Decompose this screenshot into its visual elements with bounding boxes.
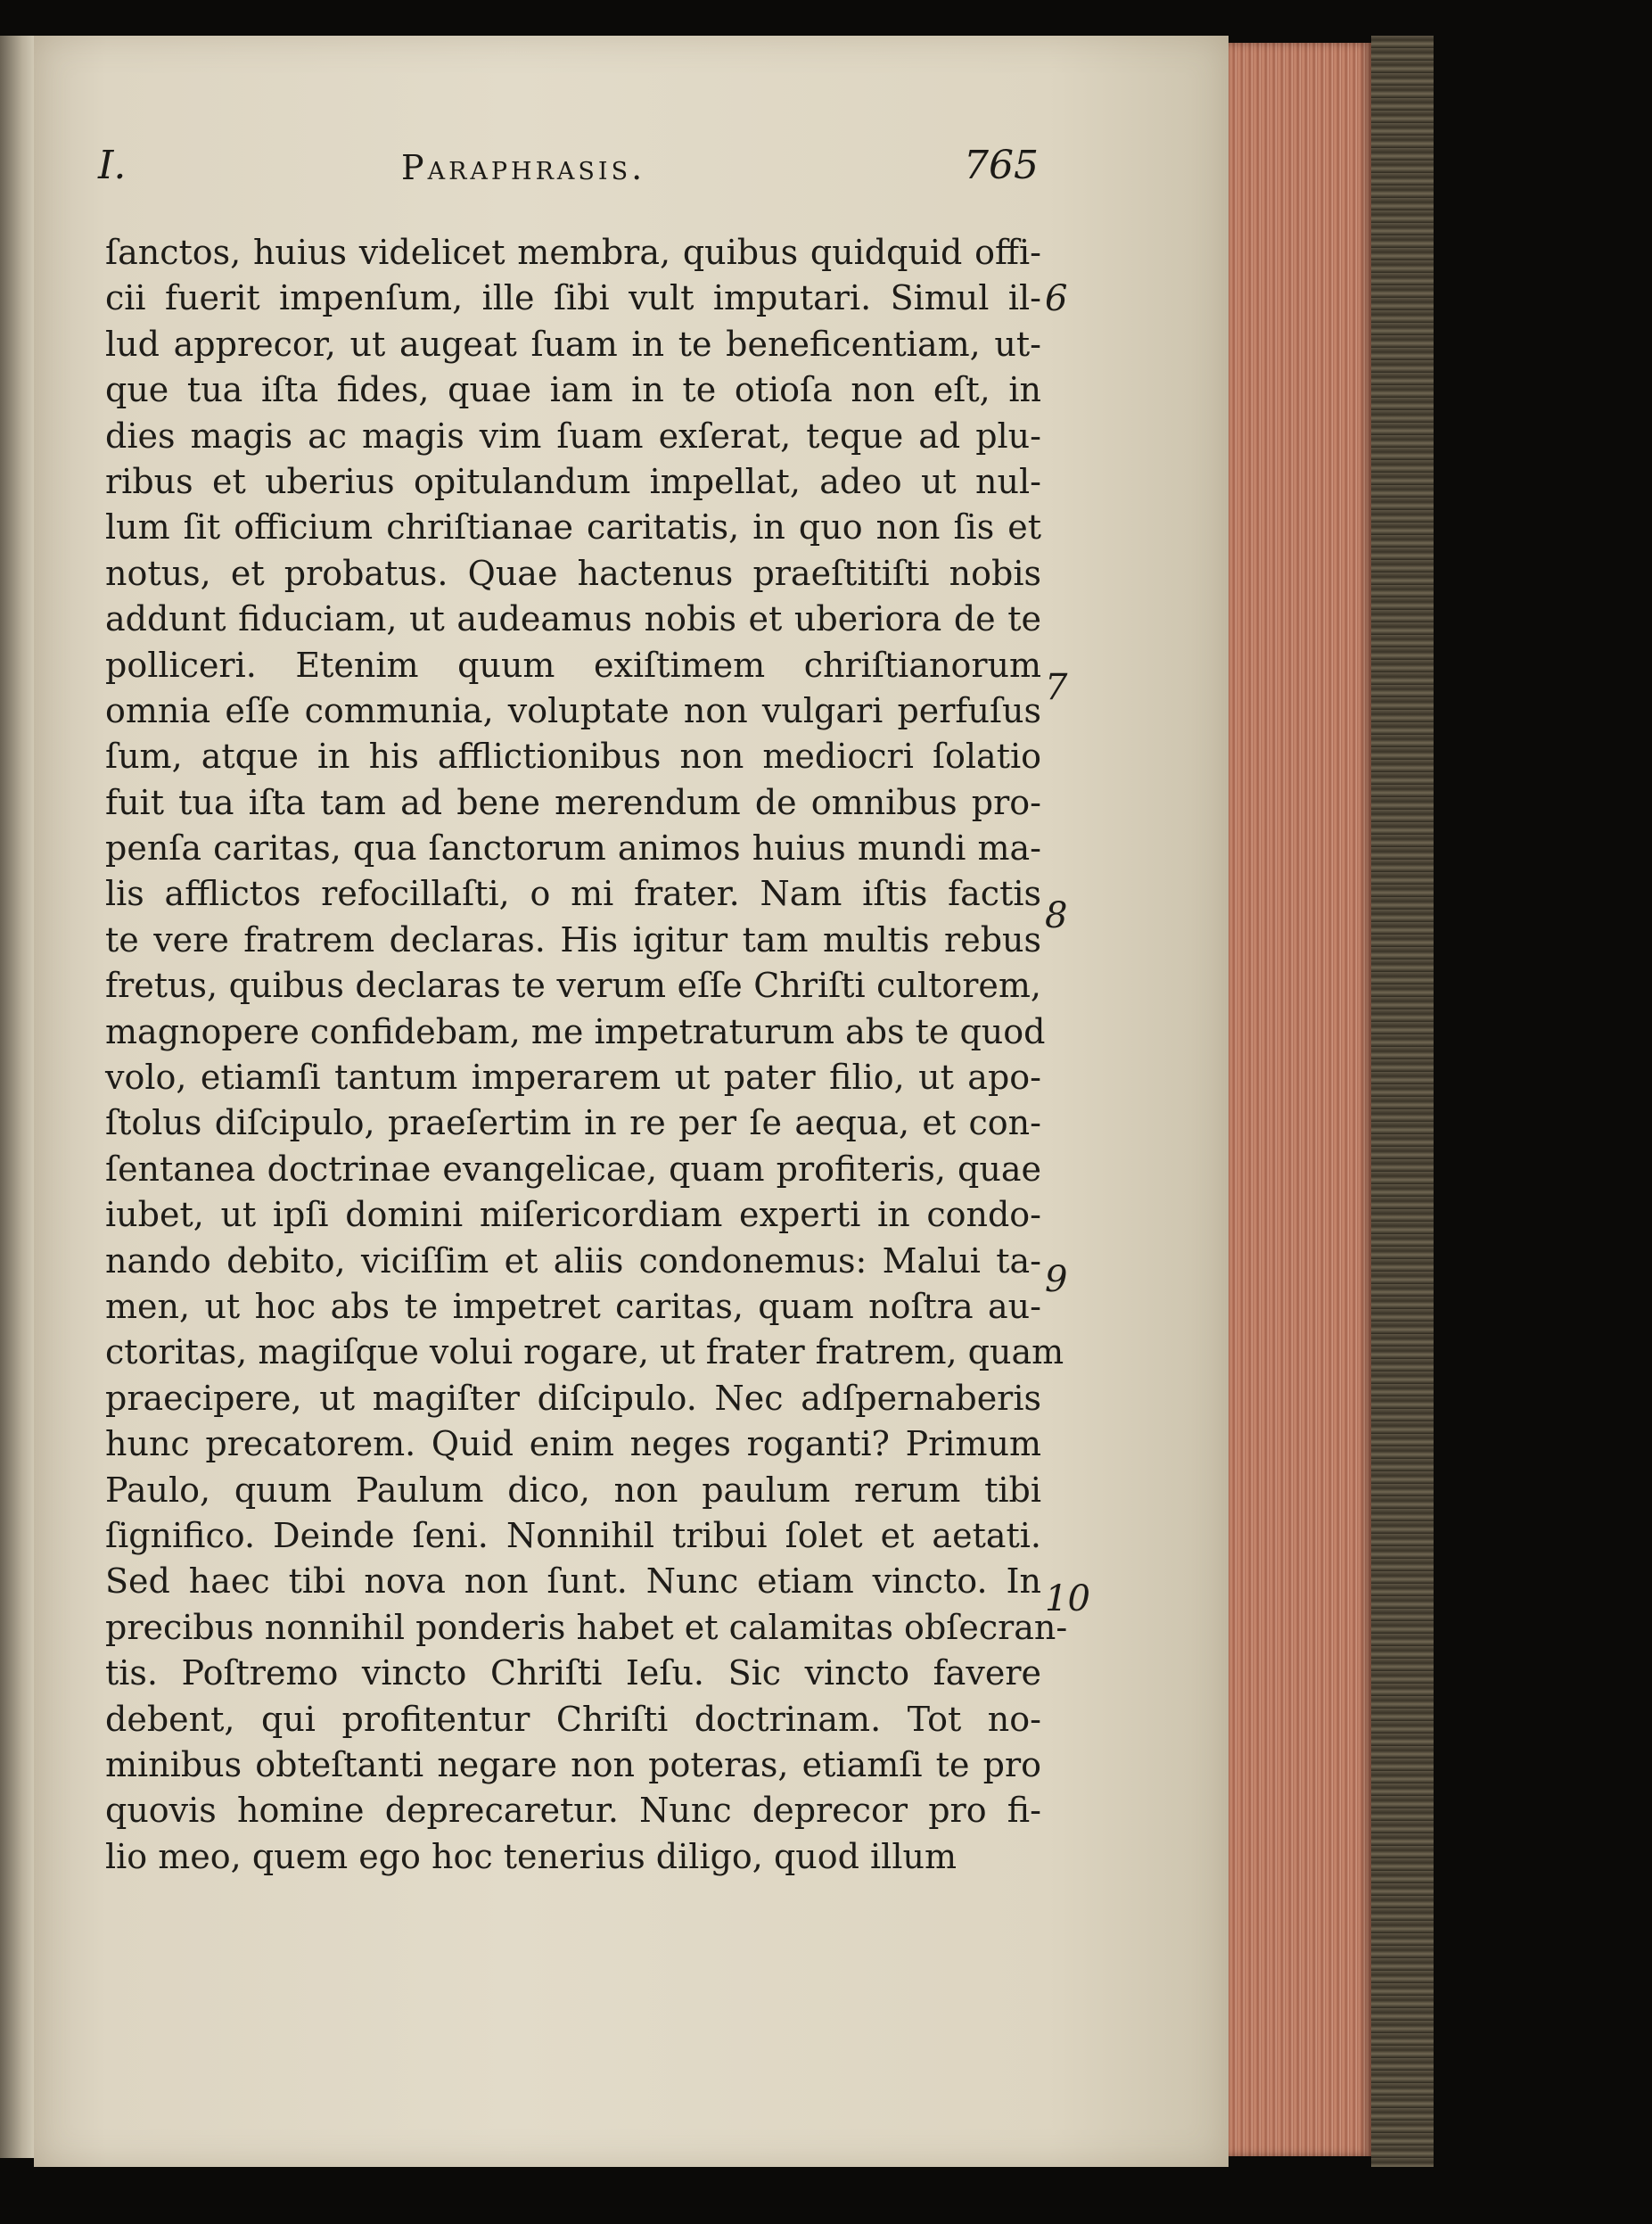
text-line: dies magis ac magis vim ſuam exſerat, teque ad plu-	[105, 416, 1041, 456]
text-line: Sed haec tibi nova non ſunt. Nunc etiam vincto. In	[105, 1561, 1041, 1602]
page-number: 765	[964, 143, 1039, 188]
page-fore-edge	[1229, 43, 1371, 2156]
left-page-edge	[0, 36, 37, 2158]
text-line: te vere fratrem declaras. His igitur tam multis rebus	[105, 919, 1041, 960]
text-line: lis afflictos refocillaſti, o mi frater. Nam iſtis factis	[105, 874, 1041, 914]
text-line: ſanctos, huius videlicet membra, quibus quidquid offi-	[105, 233, 1041, 272]
text-line: que tua iſta fides, quae iam in te otioſa non eſt, in	[105, 370, 1041, 410]
text-line: hunc precatorem. Quid enim neges roganti? Primum	[105, 1424, 1041, 1464]
text-line: fretus, quibus declaras te verum eſſe Chriſti cultorem,	[105, 966, 1041, 1006]
verse-number: 9	[1045, 1259, 1068, 1300]
text-line: penſa caritas, qua ſanctorum animos huius mundi ma-	[105, 828, 1041, 869]
verse-number: 8	[1045, 895, 1068, 936]
text-line: ctoritas, magiſque volui rogare, ut frater fratrem, quam	[105, 1332, 1064, 1372]
text-line: nando debito, viciſſim et aliis condonemus: Malui ta-	[105, 1240, 1041, 1281]
verse-number: 10	[1045, 1578, 1090, 1619]
text-line: fuit tua iſta tam ad bene merendum de omnibus pro-	[105, 782, 1041, 822]
running-header	[98, 143, 1039, 196]
text-line: precibus nonnihil ponderis habet et calamitas obſecran-	[105, 1607, 1068, 1647]
text-line: ſignifico. Deinde ſeni. Nonnihil tribui ſolet et aetati.	[105, 1515, 1041, 1555]
text-line: debent, qui profitentur Chriſti doctrinam. Tot no-	[105, 1699, 1041, 1739]
text-line: lio meo, quem ego hoc tenerius diligo, quod illum	[105, 1836, 957, 1876]
text-line: minibus obteſtanti negare non poteras, etiamſi te pro	[105, 1744, 1041, 1784]
text-line: tis. Poſtremo vincto Chriſti Ieſu. Sic vincto favere	[105, 1653, 1041, 1693]
text-line: quovis homine deprecaretur. Nunc deprecor pro fi-	[105, 1791, 1041, 1831]
text-line: ſum, atque in his afflictionibus non mediocri ſolatio	[105, 737, 1041, 777]
text-line: praecipere, ut magiſter diſcipulo. Nec adſpernaberis	[105, 1378, 1041, 1418]
verse-number: 7	[1045, 667, 1068, 708]
text-line: polliceri. Etenim quum exiſtimem chriſtianorum	[105, 645, 1041, 685]
text-line: ſtolus diſcipulo, praeſertim in re per ſe aequa, et con-	[105, 1103, 1041, 1143]
text-line: addunt fiduciam, ut audeamus nobis et uberiora de te	[105, 599, 1041, 639]
text-line: lud apprecor, ut augeat ſuam in te beneficentiam, ut-	[105, 324, 1041, 364]
verse-number: 6	[1045, 278, 1068, 319]
text-line: men, ut hoc abs te impetret caritas, quam noſtra au-	[105, 1286, 1041, 1326]
text-line: notus, et probatus. Quae hactenus praeſtitiſti nobis	[105, 553, 1041, 593]
text-line: iubet, ut ipſi domini miſericordiam experti in condo-	[105, 1195, 1041, 1235]
running-title: Paraphrasis.	[401, 148, 646, 187]
signature-mark: I.	[98, 143, 127, 188]
text-line: volo, etiamſi tantum imperarem ut pater filio, ut apo-	[105, 1058, 1041, 1098]
text-line: magnopere confidebam, me impetraturum abs te quod	[105, 1011, 1046, 1051]
text-line: ſentanea doctrinae evangelicae, quam profiteris, quae	[105, 1149, 1041, 1189]
text-line: Paulo, quum Paulum dico, non paulum rerum tibi	[105, 1470, 1041, 1510]
text-line: omnia eſſe communia, voluptate non vulgari perfuſus	[105, 690, 1041, 730]
book-cover-edge	[1371, 36, 1434, 2167]
text-line: cii fuerit impenſum, ille ſibi vult imputari. Simul il-	[105, 278, 1041, 318]
text-line: lum ſit officium chriſtianae caritatis, in quo non ſis et	[105, 507, 1041, 548]
text-line: ribus et uberius opitulandum impellat, adeo ut nul-	[105, 461, 1041, 501]
